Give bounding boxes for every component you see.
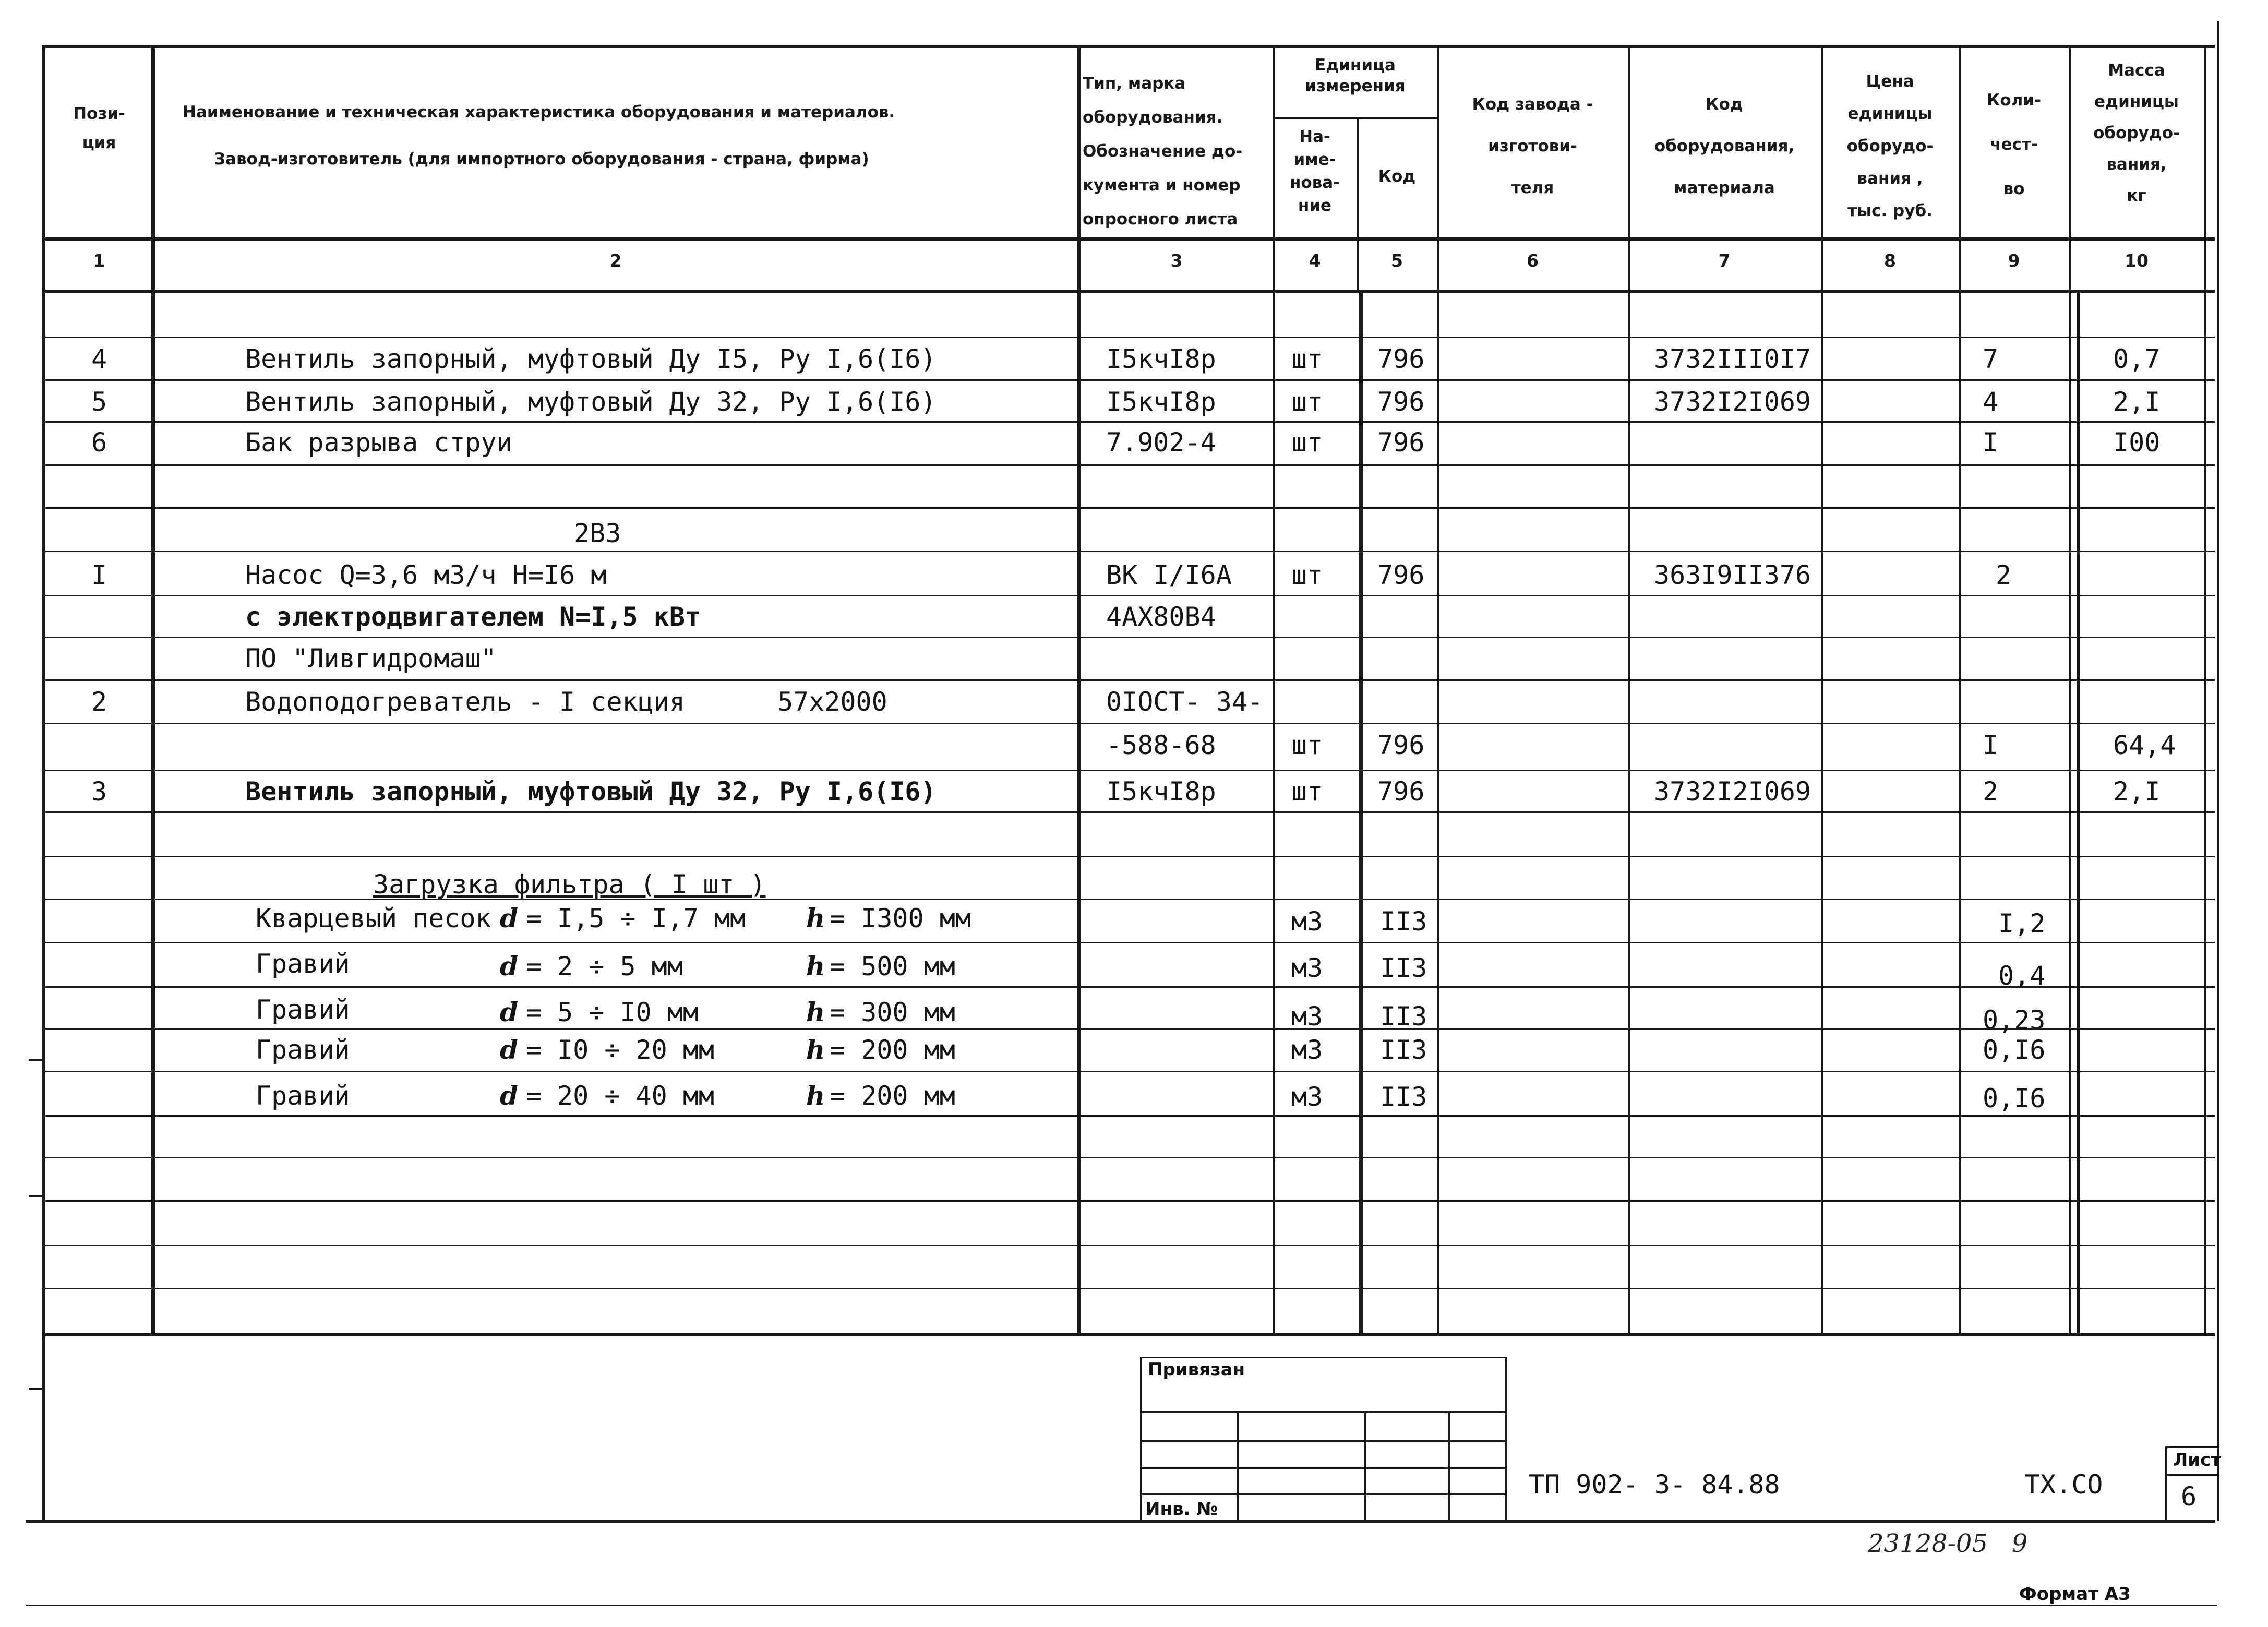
filter-item-h-symbol: h <box>806 903 825 934</box>
header-plant-code <box>1437 83 1628 209</box>
row-mass: 2,I <box>2113 387 2161 417</box>
header-unit-code: Код <box>1378 167 1416 186</box>
filter-item-d-range: 5 ÷ I0 мм <box>557 997 699 1027</box>
row-equip-code: 3732I2I069 <box>1654 776 1811 807</box>
header-plant-line2: изготови- <box>1488 137 1577 155</box>
row-equip-code: 363I9II376 <box>1654 560 1811 590</box>
header-qty-line1: Коли- <box>1987 91 2041 110</box>
header-price-line4: вания , <box>1857 169 1923 188</box>
filter-item-code: II3 <box>1380 953 1427 983</box>
filter-item-h-symbol: h <box>806 1034 825 1065</box>
header-mass-line5: кг <box>2127 186 2146 205</box>
header-mass-line3: оборудо- <box>2093 124 2180 142</box>
row-mass: 0,7 <box>2113 344 2161 374</box>
header-unit-group <box>1273 55 1437 97</box>
row-code: 796 <box>1377 427 1425 458</box>
row-qty: I <box>1983 427 1999 458</box>
row-position: 4 <box>91 344 107 374</box>
row-position: 5 <box>91 387 107 417</box>
row-unit: шт <box>1291 344 1323 374</box>
header-unit-name-line3: нова- <box>1289 173 1340 192</box>
header-price-line1: Цена <box>1866 72 1914 91</box>
header-type-line1: Тип, марка <box>1083 74 1186 93</box>
filter-item-height: = 200 мм <box>830 1035 955 1065</box>
stamp-sheet-code: ТХ.СО <box>2024 1469 2103 1500</box>
filter-title: Загрузка фильтра ( I шт ) <box>373 869 766 900</box>
filter-item-h-symbol: h <box>806 997 825 1027</box>
filter-item-qty: 0,I6 <box>1983 1035 2046 1065</box>
margin-tick <box>29 1388 42 1390</box>
row-name: Насос Q=3,6 м3/ч Н=I6 м <box>245 560 607 590</box>
row-unit: шт <box>1291 427 1323 458</box>
row-code: 796 <box>1377 387 1425 417</box>
filter-item-d-eq: = <box>526 903 542 934</box>
header-position <box>47 99 151 158</box>
row-name: Водоподогреватель - I секция <box>245 687 685 717</box>
filter-item-unit: м3 <box>1291 906 1323 937</box>
row-type: 0IОСТ- 34- <box>1106 687 1264 717</box>
header-name-line2: Завод-изготовитель (для импортного оборудования - страна, фирма) <box>214 150 869 169</box>
header-equip-line3: материала <box>1674 178 1775 197</box>
header-unit-name-line4: ние <box>1298 196 1332 215</box>
colnum-3: 3 <box>1170 250 1183 271</box>
margin-tick <box>29 1195 42 1197</box>
stamp-doc-code: ТП 902- 3- 84.88 <box>1529 1469 1780 1500</box>
filter-item-d-eq: = <box>526 997 542 1027</box>
row-name: Вентиль запорный, муфтовый Ду 32, Ру I,6(I6) <box>245 776 937 807</box>
filter-item-height: = I300 мм <box>830 903 971 934</box>
colnum-7: 7 <box>1718 250 1731 271</box>
filter-item-name: Гравий <box>256 1035 350 1065</box>
row-mass: 64,4 <box>2113 730 2176 760</box>
filter-item-d-range: I0 ÷ 20 мм <box>557 1035 715 1065</box>
filter-item-d-range: 20 ÷ 40 мм <box>557 1081 715 1111</box>
header-qty-line2: чест- <box>1990 135 2038 154</box>
stamp-format: Формат А3 <box>2019 1584 2131 1605</box>
header-mass-line2: единицы <box>2094 92 2179 111</box>
row-code: 796 <box>1377 776 1425 807</box>
row-position: 6 <box>91 427 107 458</box>
row-name: ПО "Ливгидромаш" <box>245 643 497 674</box>
header-price <box>1821 65 1959 227</box>
row-unit: шт <box>1291 387 1323 417</box>
filter-item-unit: м3 <box>1291 953 1323 983</box>
filter-item-d-symbol: d <box>500 997 518 1027</box>
row-unit: шт <box>1291 730 1323 760</box>
filter-item-code: II3 <box>1380 1082 1427 1112</box>
row-code: 796 <box>1377 344 1425 374</box>
row-name: Вентиль запорный, муфтовый Ду 32, Ру I,6(I6) <box>245 387 937 417</box>
filter-item-d-eq: = <box>526 1035 542 1065</box>
row-type: 7.902-4 <box>1106 427 1216 458</box>
filter-item-h-symbol: h <box>806 951 825 982</box>
row-qty: 2 <box>1983 776 1999 807</box>
row-equip-code: 3732III0I7 <box>1654 344 1811 374</box>
filter-item-code: II3 <box>1380 1035 1427 1065</box>
stamp-handwritten-number: 23128-05 9 <box>1868 1529 2028 1558</box>
stamp-inv-number: Инв. № <box>1145 1499 1218 1520</box>
header-unit-name-line1: На- <box>1299 127 1330 146</box>
stamp-sheet-label: Лист <box>2173 1450 2221 1470</box>
header-unit-name <box>1273 125 1357 217</box>
row-type: I5кчI8р <box>1106 387 1216 417</box>
filter-item-height: = 300 мм <box>830 997 955 1027</box>
margin-tick <box>29 1059 42 1061</box>
filter-item-qty: 0,23 <box>1983 1005 2046 1035</box>
header-type-line4: кумента и номер <box>1083 176 1241 195</box>
header-plant-line3: теля <box>1511 178 1554 197</box>
filter-item-d-range: I,5 ÷ I,7 мм <box>557 903 746 934</box>
row-name: с электродвигателем N=I,5 кВт <box>245 602 701 632</box>
row-qty: I <box>1983 730 1999 760</box>
header-quantity <box>1959 78 2069 211</box>
stamp-privyazan: Привязан <box>1148 1359 1245 1380</box>
row-mass: I00 <box>2113 427 2161 458</box>
filter-item-d-symbol: d <box>500 951 518 982</box>
header-mass-line4: вания, <box>2106 155 2167 174</box>
row-position: I <box>91 560 107 590</box>
row-name-extra: 57х2000 <box>777 687 887 717</box>
filter-item-h-symbol: h <box>806 1080 825 1111</box>
filter-item-name: Гравий <box>256 949 350 979</box>
colnum-9: 9 <box>2008 250 2020 271</box>
colnum-1: 1 <box>93 250 105 271</box>
colnum-2: 2 <box>609 250 622 271</box>
filter-item-qty: 0,4 <box>1998 961 2046 991</box>
header-type-line2: оборудования. <box>1083 108 1223 127</box>
row-unit: шт <box>1291 560 1323 590</box>
colnum-8: 8 <box>1884 250 1896 271</box>
header-mass <box>2069 55 2204 211</box>
filter-item-d-eq: = <box>526 951 542 982</box>
filter-item-name: Гравий <box>256 995 350 1025</box>
header-price-line5: тыс. руб. <box>1847 201 1933 220</box>
filter-item-d-symbol: d <box>500 903 518 934</box>
header-type-line3: Обозначение до- <box>1083 142 1243 161</box>
filter-item-unit: м3 <box>1291 1035 1323 1065</box>
filter-item-qty: I,2 <box>1998 908 2046 939</box>
row-name: Бак разрыва струи <box>245 427 512 458</box>
row-code: 796 <box>1377 560 1425 590</box>
row-mass: 2,I <box>2113 776 2161 807</box>
filter-item-name: Гравий <box>256 1081 350 1111</box>
stamp-sheet-number: 6 <box>2181 1481 2197 1512</box>
colnum-6: 6 <box>1527 250 1539 271</box>
filter-item-code: II3 <box>1380 1001 1427 1032</box>
header-equip-line1: Код <box>1706 95 1743 114</box>
header-price-line2: единицы <box>1847 104 1933 123</box>
filter-item-qty: 0,I6 <box>1983 1083 2046 1114</box>
header-unit-line1: Единица <box>1315 56 1396 75</box>
filter-item-name: Кварцевый песок <box>256 903 491 934</box>
row-type: I5кчI8р <box>1106 776 1216 807</box>
colnum-4: 4 <box>1309 250 1321 271</box>
header-type-line5: опросного листа <box>1083 210 1238 229</box>
row-unit: шт <box>1291 776 1323 807</box>
row-type: I5кчI8р <box>1106 344 1216 374</box>
filter-item-height: = 200 мм <box>830 1081 955 1111</box>
header-position-line1: Пози- <box>73 104 125 123</box>
row-type: -588-68 <box>1106 730 1216 760</box>
header-equip-line2: оборудования, <box>1654 137 1795 155</box>
filter-item-d-range: 2 ÷ 5 мм <box>557 951 683 982</box>
header-plant-line1: Код завода - <box>1472 95 1593 114</box>
filter-item-d-symbol: d <box>500 1080 518 1111</box>
section-title: 2В3 <box>574 518 621 548</box>
filter-item-unit: м3 <box>1291 1001 1323 1032</box>
header-name-line1: Наименование и техническая характеристика оборудования и материалов. <box>183 103 895 122</box>
header-type <box>1083 67 1270 236</box>
header-mass-line1: Масса <box>2108 61 2165 80</box>
row-type: 4АХ80В4 <box>1106 602 1216 632</box>
header-price-line3: оборудо- <box>1846 137 1934 155</box>
header-position-line2: ция <box>82 134 116 152</box>
filter-item-code: II3 <box>1380 906 1427 937</box>
header-name <box>183 89 991 183</box>
row-position: 2 <box>91 687 107 717</box>
header-unit-line2: измерения <box>1305 77 1406 95</box>
header-qty-line3: во <box>2003 180 2025 198</box>
filter-item-d-symbol: d <box>500 1034 518 1065</box>
row-qty: 7 <box>1983 344 1999 374</box>
filter-item-d-eq: = <box>526 1081 542 1111</box>
row-name: Вентиль запорный, муфтовый Ду I5, Ру I,6(I6) <box>245 344 937 374</box>
row-qty: 4 <box>1983 387 1999 417</box>
filter-item-height: = 500 мм <box>830 951 955 982</box>
colnum-10: 10 <box>2125 250 2149 271</box>
row-equip-code: 3732I2I069 <box>1654 387 1811 417</box>
colnum-5: 5 <box>1391 250 1403 271</box>
row-qty: 2 <box>1996 560 2012 590</box>
row-position: 3 <box>91 776 107 807</box>
header-equipment-code <box>1628 83 1821 209</box>
row-code: 796 <box>1377 730 1425 760</box>
row-type: ВК I/I6А <box>1106 560 1232 590</box>
header-unit-name-line2: име- <box>1293 150 1336 169</box>
filter-item-unit: м3 <box>1291 1082 1323 1112</box>
